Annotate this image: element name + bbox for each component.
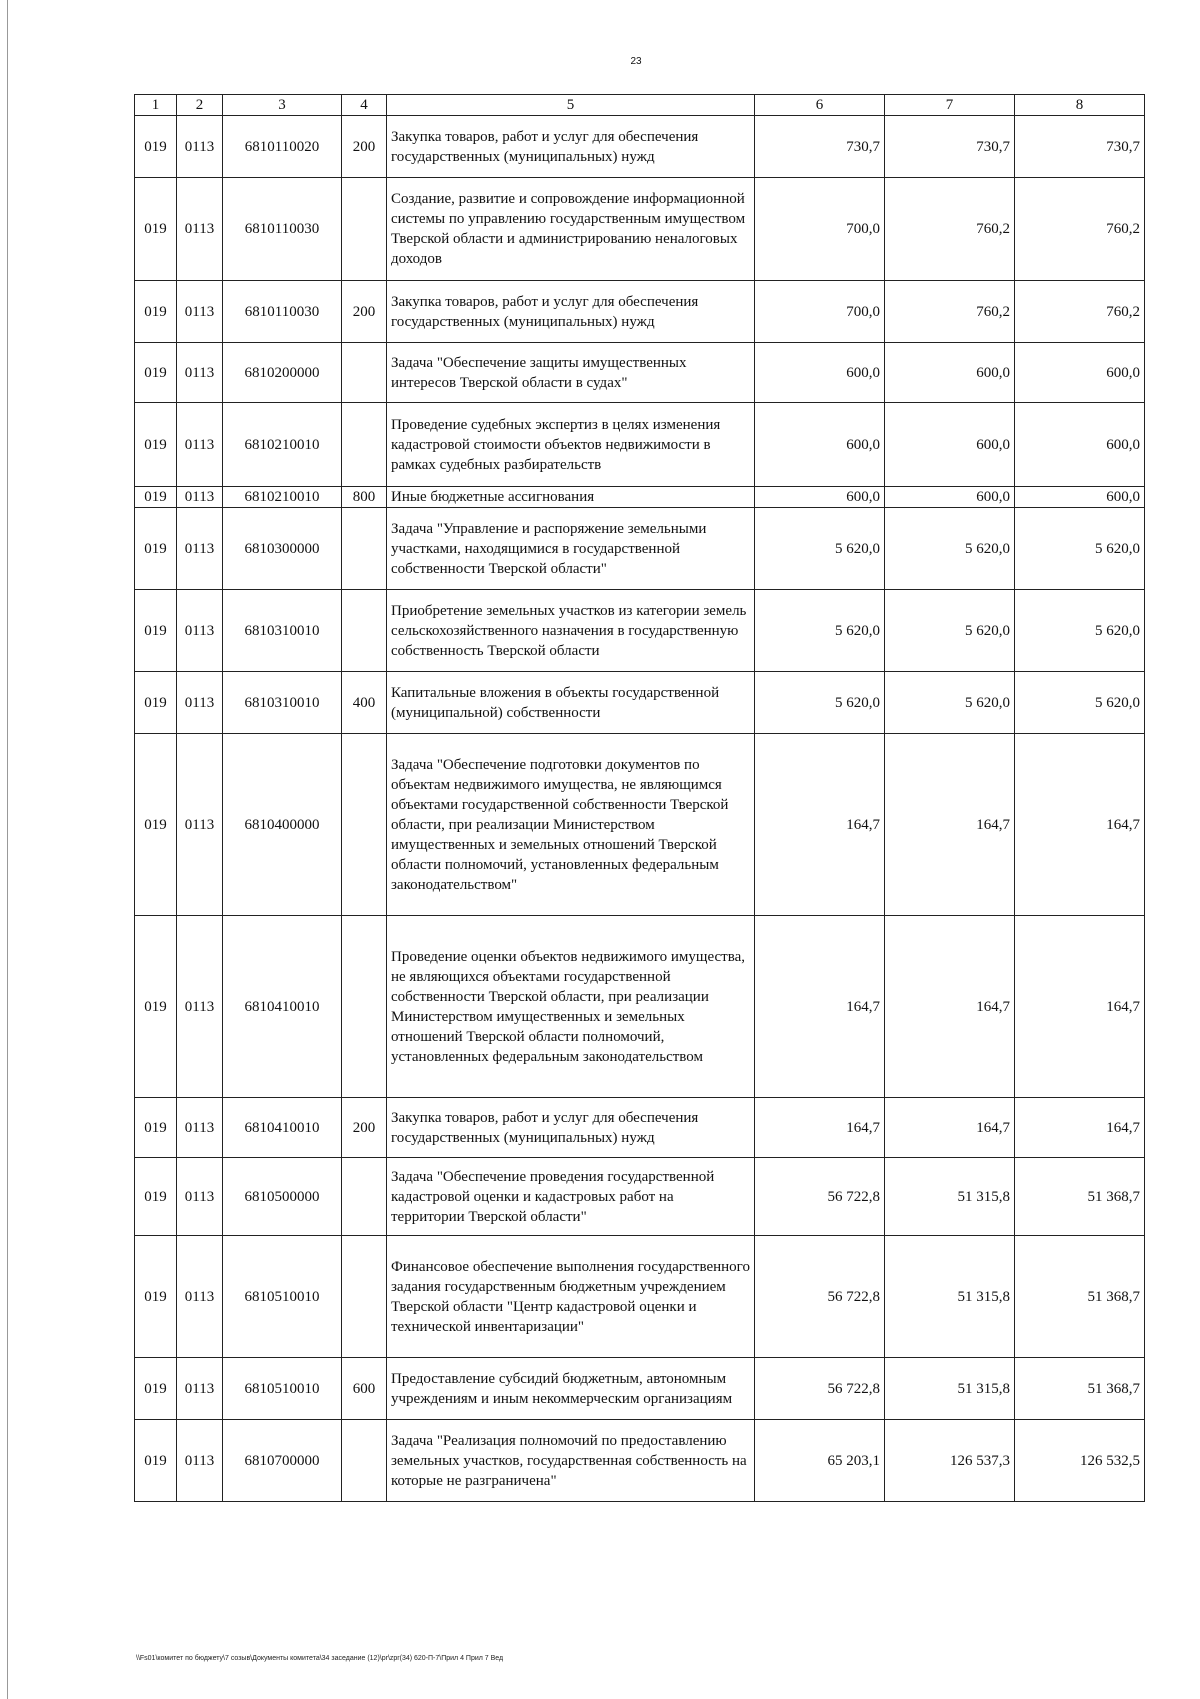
amount-col6-cell: 65 203,1 [755, 1420, 885, 1502]
target-code-cell: 6810210010 [223, 487, 342, 508]
amount-col6-cell: 56 722,8 [755, 1358, 885, 1420]
column-header-3: 3 [223, 95, 342, 116]
amount-col8-cell: 164,7 [1015, 734, 1145, 916]
section-code-cell: 0113 [177, 1098, 223, 1158]
amount-col7-cell: 730,7 [885, 116, 1015, 178]
column-header-2: 2 [177, 95, 223, 116]
column-header-7: 7 [885, 95, 1015, 116]
section-code-cell: 0113 [177, 590, 223, 672]
amount-col7-cell: 5 620,0 [885, 508, 1015, 590]
description-cell: Задача "Обеспечение защиты имущественных интересов Тверской области в судах" [387, 343, 755, 403]
amount-col6-cell: 600,0 [755, 487, 885, 508]
expense-type-cell [342, 1236, 387, 1358]
fund-code-cell: 019 [135, 1420, 177, 1502]
fund-code-cell: 019 [135, 281, 177, 343]
amount-col7-cell: 760,2 [885, 178, 1015, 281]
fund-code-cell: 019 [135, 178, 177, 281]
amount-col7-cell: 51 315,8 [885, 1358, 1015, 1420]
amount-col7-cell: 600,0 [885, 343, 1015, 403]
expense-type-cell [342, 403, 387, 487]
description-cell: Закупка товаров, работ и услуг для обеспечения государственных (муниципальных) нужд [387, 1098, 755, 1158]
amount-col7-cell: 5 620,0 [885, 590, 1015, 672]
table-row [135, 1358, 1145, 1420]
amount-col8-cell: 760,2 [1015, 281, 1145, 343]
target-code-cell: 6810310010 [223, 590, 342, 672]
page-number: 23 [630, 56, 642, 67]
section-code-cell: 0113 [177, 1358, 223, 1420]
description-cell: Задача "Обеспечение проведения государственной кадастровой оценки и кадастровых работ на территории Тверской области" [387, 1158, 755, 1236]
description-cell: Задача "Управление и распоряжение земельными участками, находящимися в государственной собственности Тверской области" [387, 508, 755, 590]
fund-code-cell: 019 [135, 116, 177, 178]
description-cell: Задача "Реализация полномочий по предоставлению земельных участков, государственная собственность на которые не разграничена" [387, 1420, 755, 1502]
fund-code-cell: 019 [135, 672, 177, 734]
fund-code-cell: 019 [135, 508, 177, 590]
target-code-cell: 6810110030 [223, 178, 342, 281]
target-code-cell: 6810300000 [223, 508, 342, 590]
amount-col6-cell: 730,7 [755, 116, 885, 178]
section-code-cell: 0113 [177, 1158, 223, 1236]
table-row [135, 734, 1145, 916]
table-row [135, 1098, 1145, 1158]
target-code-cell: 6810310010 [223, 672, 342, 734]
description-cell: Приобретение земельных участков из категории земель сельскохозяйственного назначения в государственную собственность Тверской области [387, 590, 755, 672]
table-row [135, 672, 1145, 734]
expense-type-cell [342, 916, 387, 1098]
target-code-cell: 6810110030 [223, 281, 342, 343]
section-code-cell: 0113 [177, 508, 223, 590]
amount-col8-cell: 760,2 [1015, 178, 1145, 281]
amount-col6-cell: 164,7 [755, 734, 885, 916]
amount-col6-cell: 5 620,0 [755, 508, 885, 590]
table-row [135, 590, 1145, 672]
amount-col6-cell: 164,7 [755, 916, 885, 1098]
fund-code-cell: 019 [135, 1158, 177, 1236]
amount-col6-cell: 5 620,0 [755, 672, 885, 734]
table-row [135, 508, 1145, 590]
column-header-5: 5 [387, 95, 755, 116]
table-row [135, 281, 1145, 343]
amount-col6-cell: 5 620,0 [755, 590, 885, 672]
amount-col7-cell: 164,7 [885, 734, 1015, 916]
amount-col7-cell: 600,0 [885, 487, 1015, 508]
target-code-cell: 6810400000 [223, 734, 342, 916]
amount-col6-cell: 56 722,8 [755, 1236, 885, 1358]
table-row [135, 487, 1145, 508]
expense-type-cell [342, 1420, 387, 1502]
amount-col6-cell: 700,0 [755, 281, 885, 343]
amount-col8-cell: 51 368,7 [1015, 1158, 1145, 1236]
amount-col7-cell: 51 315,8 [885, 1236, 1015, 1358]
description-cell: Закупка товаров, работ и услуг для обеспечения государственных (муниципальных) нужд [387, 281, 755, 343]
amount-col7-cell: 600,0 [885, 403, 1015, 487]
target-code-cell: 6810510010 [223, 1358, 342, 1420]
target-code-cell: 6810210010 [223, 403, 342, 487]
expense-type-cell [342, 343, 387, 403]
target-code-cell: 6810700000 [223, 1420, 342, 1502]
section-code-cell: 0113 [177, 1236, 223, 1358]
expense-type-cell [342, 590, 387, 672]
table-row [135, 178, 1145, 281]
description-cell: Финансовое обеспечение выполнения государственного задания государственным бюджетным учреждением Тверской области "Центр кадастровой оценки и технической инвентаризации" [387, 1236, 755, 1358]
description-cell: Проведение оценки объектов недвижимого имущества, не являющихся объектами государственной собственности Тверской области, при реализации Министерством имущественных и земельных отношений Тверской области полномочий, установленных федеральным законодательством [387, 916, 755, 1098]
amount-col6-cell: 164,7 [755, 1098, 885, 1158]
description-cell: Иные бюджетные ассигнования [387, 487, 755, 508]
column-header-6: 6 [755, 95, 885, 116]
amount-col8-cell: 600,0 [1015, 403, 1145, 487]
column-header-1: 1 [135, 95, 177, 116]
table-row [135, 403, 1145, 487]
target-code-cell: 6810500000 [223, 1158, 342, 1236]
amount-col8-cell: 126 532,5 [1015, 1420, 1145, 1502]
section-code-cell: 0113 [177, 178, 223, 281]
amount-col8-cell: 5 620,0 [1015, 508, 1145, 590]
footer-file-path: \\Fs01\комитет по бюджету\7 созыв\Документы комитета\34 заседание (12)\pr\zpr(34) 620-П-7\Прил 4 Прил 7 Вед [136, 1655, 504, 1662]
expense-type-cell [342, 734, 387, 916]
expense-type-cell: 200 [342, 281, 387, 343]
description-cell: Закупка товаров, работ и услуг для обеспечения государственных (муниципальных) нужд [387, 116, 755, 178]
fund-code-cell: 019 [135, 590, 177, 672]
budget-table [134, 94, 1145, 1502]
amount-col8-cell: 164,7 [1015, 1098, 1145, 1158]
amount-col6-cell: 600,0 [755, 343, 885, 403]
section-code-cell: 0113 [177, 487, 223, 508]
section-code-cell: 0113 [177, 403, 223, 487]
column-header-4: 4 [342, 95, 387, 116]
target-code-cell: 6810410010 [223, 1098, 342, 1158]
description-cell: Создание, развитие и сопровождение информационной системы по управлению государственным имуществом Тверской области и администрированию неналоговых доходов [387, 178, 755, 281]
target-code-cell: 6810200000 [223, 343, 342, 403]
fund-code-cell: 019 [135, 1358, 177, 1420]
amount-col8-cell: 730,7 [1015, 116, 1145, 178]
amount-col8-cell: 51 368,7 [1015, 1236, 1145, 1358]
table-row [135, 343, 1145, 403]
description-cell: Задача "Обеспечение подготовки документов по объектам недвижимого имущества, не являющимся объектами государственной собственности Тверской области, при реализации Министерством имущественных и земельных отношений Тверской области полномочий, установленных федеральным законодательством" [387, 734, 755, 916]
section-code-cell: 0113 [177, 734, 223, 916]
fund-code-cell: 019 [135, 916, 177, 1098]
expense-type-cell [342, 178, 387, 281]
section-code-cell: 0113 [177, 916, 223, 1098]
table-row [135, 116, 1145, 178]
table-row [135, 1158, 1145, 1236]
fund-code-cell: 019 [135, 403, 177, 487]
expense-type-cell [342, 508, 387, 590]
expense-type-cell [342, 1158, 387, 1236]
description-cell: Капитальные вложения в объекты государственной (муниципальной) собственности [387, 672, 755, 734]
target-code-cell: 6810410010 [223, 916, 342, 1098]
amount-col6-cell: 700,0 [755, 178, 885, 281]
expense-type-cell: 600 [342, 1358, 387, 1420]
expense-type-cell: 200 [342, 1098, 387, 1158]
target-code-cell: 6810510010 [223, 1236, 342, 1358]
amount-col7-cell: 126 537,3 [885, 1420, 1015, 1502]
table-body [135, 116, 1145, 1502]
amount-col8-cell: 600,0 [1015, 343, 1145, 403]
amount-col8-cell: 600,0 [1015, 487, 1145, 508]
expense-type-cell: 400 [342, 672, 387, 734]
header-row [135, 95, 1145, 116]
table-row [135, 916, 1145, 1098]
fund-code-cell: 019 [135, 487, 177, 508]
scan-margin-line [7, 0, 8, 1699]
target-code-cell: 6810110020 [223, 116, 342, 178]
fund-code-cell: 019 [135, 343, 177, 403]
amount-col8-cell: 5 620,0 [1015, 672, 1145, 734]
fund-code-cell: 019 [135, 1098, 177, 1158]
amount-col7-cell: 760,2 [885, 281, 1015, 343]
expense-type-cell: 800 [342, 487, 387, 508]
amount-col8-cell: 5 620,0 [1015, 590, 1145, 672]
description-cell: Предоставление субсидий бюджетным, автономным учреждениям и иным некоммерческим организациям [387, 1358, 755, 1420]
amount-col8-cell: 164,7 [1015, 916, 1145, 1098]
amount-col7-cell: 164,7 [885, 1098, 1015, 1158]
section-code-cell: 0113 [177, 672, 223, 734]
column-header-8: 8 [1015, 95, 1145, 116]
description-cell: Проведение судебных экспертиз в целях изменения кадастровой стоимости объектов недвижимости в рамках судебных разбирательств [387, 403, 755, 487]
amount-col7-cell: 51 315,8 [885, 1158, 1015, 1236]
section-code-cell: 0113 [177, 1420, 223, 1502]
expense-type-cell: 200 [342, 116, 387, 178]
table-row [135, 1236, 1145, 1358]
section-code-cell: 0113 [177, 343, 223, 403]
table-row [135, 1420, 1145, 1502]
amount-col6-cell: 600,0 [755, 403, 885, 487]
amount-col7-cell: 5 620,0 [885, 672, 1015, 734]
amount-col6-cell: 56 722,8 [755, 1158, 885, 1236]
amount-col7-cell: 164,7 [885, 916, 1015, 1098]
fund-code-cell: 019 [135, 1236, 177, 1358]
section-code-cell: 0113 [177, 116, 223, 178]
amount-col8-cell: 51 368,7 [1015, 1358, 1145, 1420]
section-code-cell: 0113 [177, 281, 223, 343]
fund-code-cell: 019 [135, 734, 177, 916]
